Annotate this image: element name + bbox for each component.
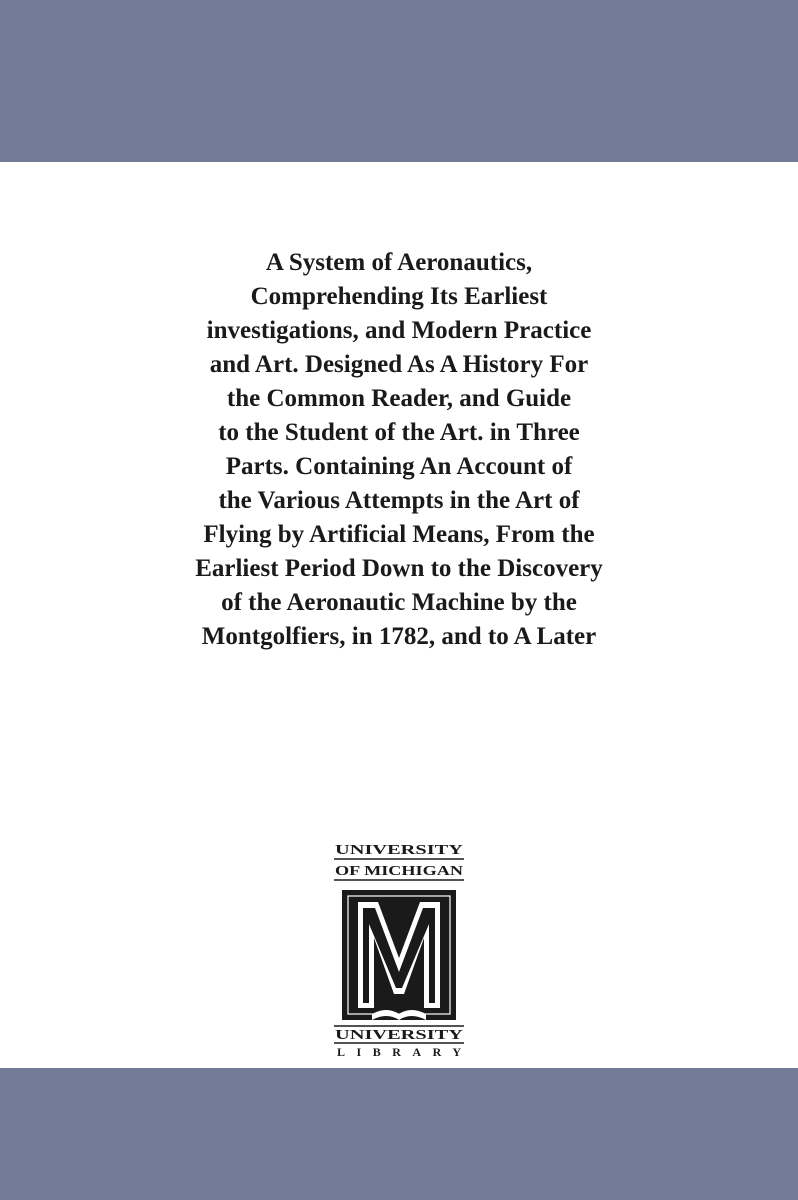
logo-top-line-2: OF MICHIGAN xyxy=(335,864,463,879)
title-line: investigations, and Modern Practice xyxy=(206,317,592,344)
bottom-color-band xyxy=(0,1068,798,1200)
title-line: the Various Attempts in the Art of xyxy=(218,487,580,514)
title-line: the Common Reader, and Guide xyxy=(226,385,572,412)
title-line: Comprehending Its Earliest xyxy=(250,283,548,310)
title-line: Flying by Artificial Means, From the xyxy=(203,521,595,548)
title-line: of the Aeronautic Machine by the xyxy=(221,589,577,616)
logo-bottom-line-2: LIBRARY xyxy=(337,1045,461,1058)
title-line: Earliest Period Down to the Discovery xyxy=(195,555,603,582)
title-line: A System of Aeronautics, xyxy=(265,249,533,276)
logo-top-line-1: UNIVERSITY xyxy=(335,843,463,858)
title-line: to the Student of the Art. in Three xyxy=(218,419,580,446)
university-library-logo xyxy=(332,838,466,1058)
block-m-emblem xyxy=(342,890,456,1020)
top-color-band xyxy=(0,0,798,162)
logo-bottom-line-1: UNIVERSITY xyxy=(335,1028,463,1043)
book-title xyxy=(60,246,738,654)
title-line: Parts. Containing An Account of xyxy=(225,453,573,480)
title-line: and Art. Designed As A History For xyxy=(209,351,589,378)
title-line: Montgolfiers, in 1782, and to A Later xyxy=(201,623,597,650)
